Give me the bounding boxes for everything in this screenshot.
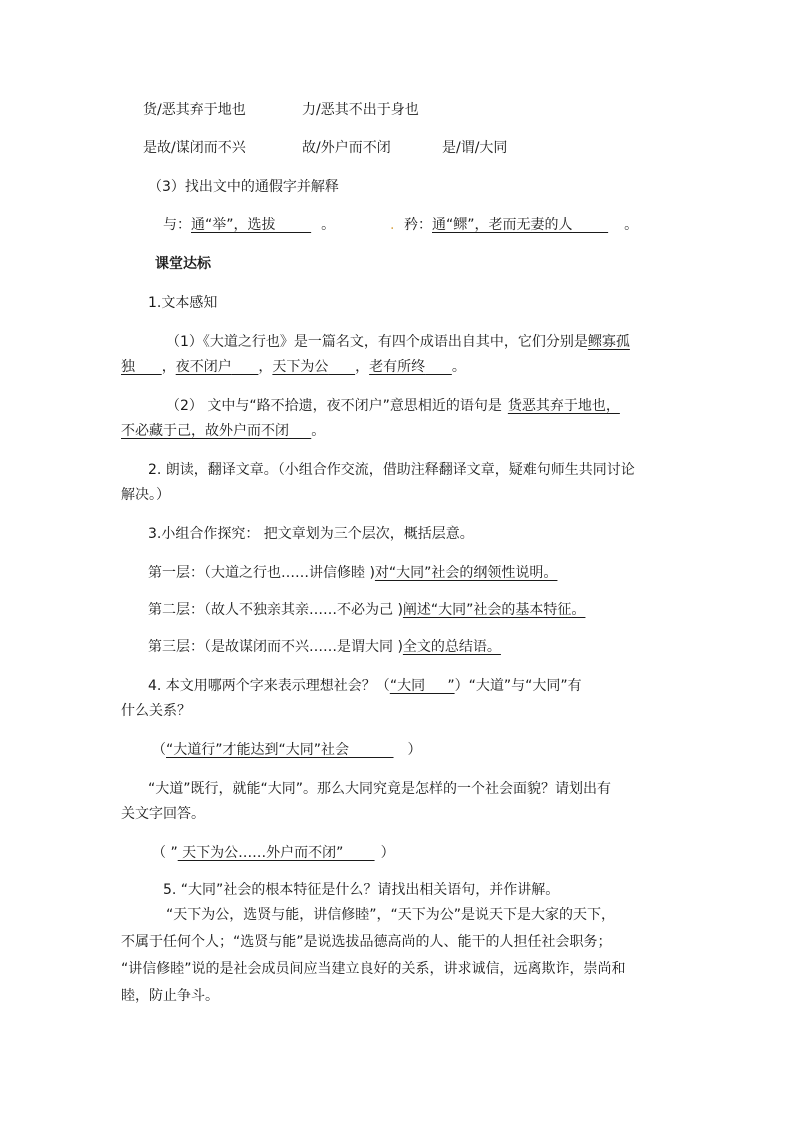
s1-q2-answer-part1: 货恶其弃于地也， xyxy=(507,398,620,414)
s4-answer2-close: ） xyxy=(380,845,395,861)
segment-row-2c: 是/谓/大同 xyxy=(442,140,508,156)
s5-line1: “天下为公，选贤与能，讲信修睦”，“天下为公”是说天下是大家的天下， xyxy=(166,907,616,923)
s4-question-line2: 什么关系？ xyxy=(121,703,191,719)
s4-answer1 xyxy=(152,740,422,760)
s3-layer1 xyxy=(148,563,557,583)
s1-q1-idiom1b: 独 xyxy=(121,359,135,375)
s2-line2: 解决。） xyxy=(121,487,170,503)
s1-q1-idiom4: 老有所终 xyxy=(369,359,426,375)
s1-q1-sep2: ， xyxy=(258,359,273,375)
q3-title: （3）找出文中的通假字并解释 xyxy=(148,179,339,195)
s1-q1-idiom2: 夜不闭户 xyxy=(175,359,232,375)
s1-q2-line1 xyxy=(166,396,620,416)
s3-layer1-answer: 对“大同”社会的纲领性说明。 xyxy=(374,565,558,581)
s4-question-line1 xyxy=(148,676,582,696)
s1-q2-end: 。 xyxy=(311,423,326,439)
s2-line1: 2. 朗读，翻译文章。（小组合作交流，借助注释翻译文章，疑难句师生共同讨论 xyxy=(148,462,635,478)
s4-question-text-2: ）“大道”与“大同”有 xyxy=(454,678,582,694)
s4-question-text: 4. 本文用哪两个字来表示理想社会？（ xyxy=(148,678,390,694)
s4-answer1-text: “大道行”才能达到“大同”社会 xyxy=(166,742,394,758)
q3-jin-line xyxy=(404,215,638,235)
s1-q1-sep1: ， xyxy=(161,359,176,375)
s1-q1-idiom1a: 鳏寡孤 xyxy=(587,334,630,350)
s1-q2-line2 xyxy=(121,421,325,441)
s5-title: 5. “大同”社会的根本特征是什么？请找出相关语句，并作讲解。 xyxy=(163,882,560,898)
q3-stray-dot: . xyxy=(390,217,395,233)
s3-layer2 xyxy=(148,600,585,620)
s5-line3: “讲信修睦”说的是社会成员间应当建立良好的关系，讲求诚信，远离欺诈，崇尚和 xyxy=(121,961,626,977)
s3-layer1-label: 第一层：（大道之行也……讲信修睦 ) xyxy=(148,565,375,581)
s3-layer2-label: 第二层：（故人不独亲其亲……不必为己 ) xyxy=(148,602,403,618)
s1-q2-text: （2） 文中与“路不拾遗，夜不闭户”意思相近的语句是 xyxy=(166,398,502,414)
s1-q1-line2 xyxy=(121,357,466,377)
s4-answer1-open: （ xyxy=(152,742,166,758)
q3-yu-answer: 通“举”，选拔 xyxy=(191,217,276,233)
s3-title: 3.小组合作探究： 把文章划为三个层次，概括层意。 xyxy=(148,526,474,542)
section-heading: 课堂达标 xyxy=(155,256,211,272)
s4-question-answer: “大同 ” xyxy=(389,678,455,694)
q3-yu-end: 。 xyxy=(321,217,336,233)
q3-jin-end: 。 xyxy=(624,217,639,233)
s1-q1-end: 。 xyxy=(451,359,466,375)
s1-q1-line1 xyxy=(166,332,630,352)
s5-line2: 不属于任何个人；“选贤与能”是说选拔品德高尚的人、能干的人担任社会职务； xyxy=(121,934,612,950)
s1-q1-idiom3: 天下为公 xyxy=(272,359,329,375)
s1-title: 1.文本感知 xyxy=(148,295,218,311)
s4-paragraph-line1: “大道”既行，就能“大同”。那么大同究竟是怎样的一个社会面貌？请划出有 xyxy=(148,781,612,797)
s3-layer3-label: 第三层：（是故谋闭而不兴……是谓大同 ) xyxy=(148,639,403,655)
s1-q1-sep3: ， xyxy=(355,359,370,375)
s4-answer2 xyxy=(152,843,395,863)
s4-answer2-text: 天下为公……外户而不闭” xyxy=(177,845,375,861)
s1-q1-text: （1）《大道之行也》是一篇名文，有四个成语出自其中，它们分别是 xyxy=(166,334,588,350)
s4-paragraph-line2: 关文字回答。 xyxy=(121,806,205,822)
q3-jin-answer: 通“鳏”，老而无妻的人 xyxy=(432,217,573,233)
s3-layer2-answer: 阐述“大同”社会的基本特征。 xyxy=(402,602,586,618)
s5-line4: 睦，防止争斗。 xyxy=(121,988,219,1004)
s4-answer1-close: ） xyxy=(407,742,422,758)
s3-layer3-answer: 全文的总结语。 xyxy=(402,639,501,655)
q3-jin-prefix: 矜： xyxy=(404,217,432,233)
segment-row-2b: 故/外户而不闭 xyxy=(302,140,391,156)
segment-row-1b: 力/恶其不出于身也 xyxy=(302,102,419,118)
q3-yu-line xyxy=(163,215,335,235)
s1-q2-answer-part2: 不必藏于己，故外户而不闭 xyxy=(121,423,289,439)
segment-row-2a: 是故/谋闭而不兴 xyxy=(143,140,246,156)
segment-row-1a: 货/恶其弃于地也 xyxy=(143,102,246,118)
s3-layer3 xyxy=(148,637,501,657)
q3-yu-prefix: 与： xyxy=(163,217,191,233)
s4-answer2-open: （ ” xyxy=(152,845,178,861)
